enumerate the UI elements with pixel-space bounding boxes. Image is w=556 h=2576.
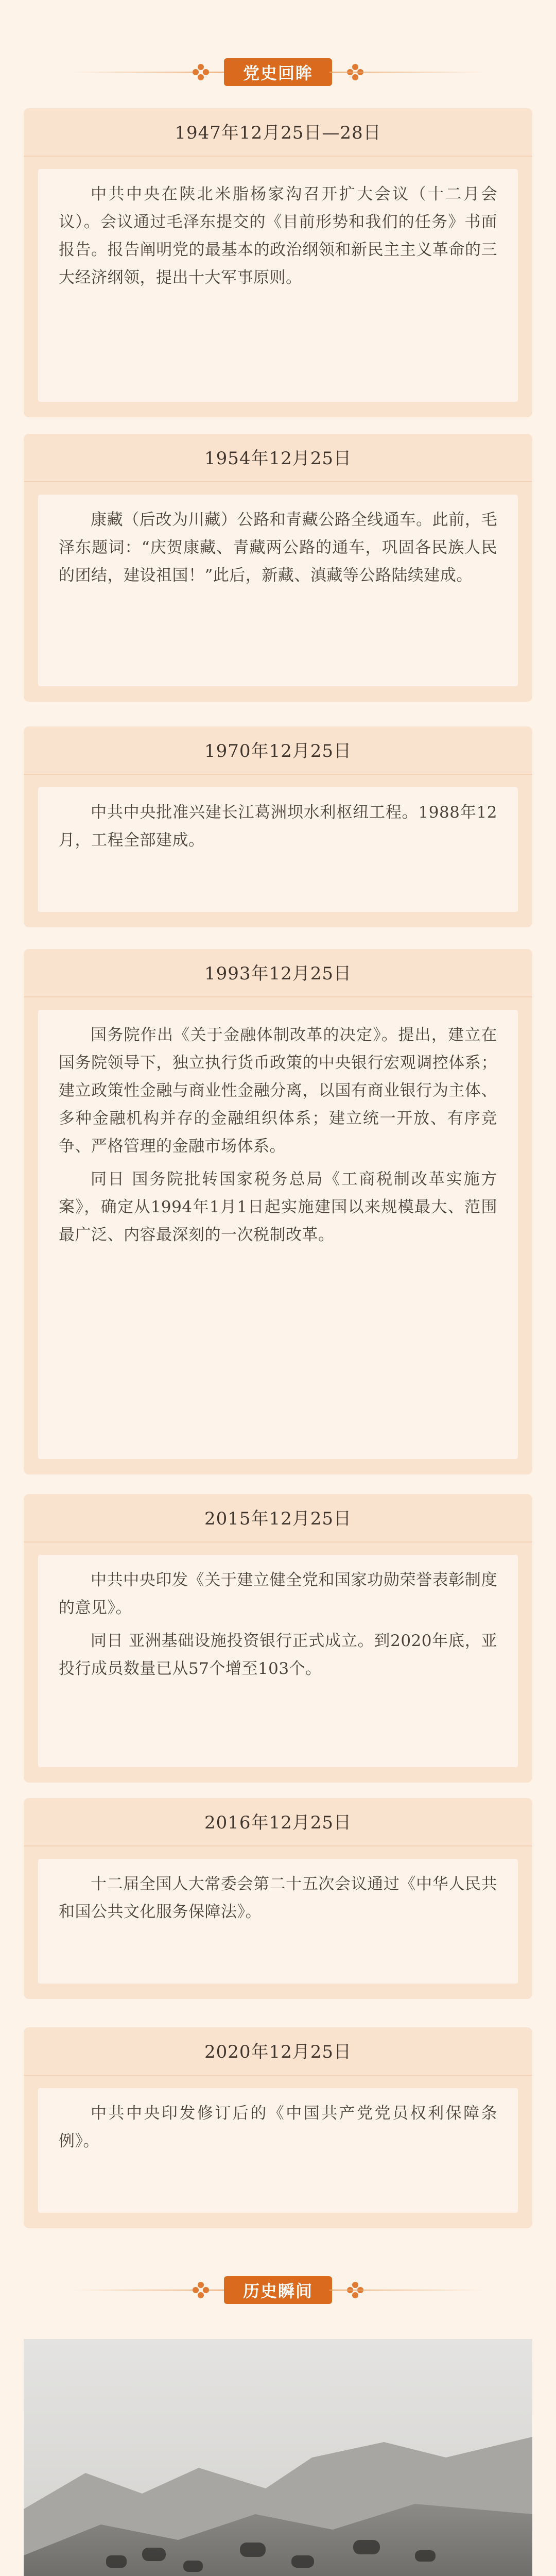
- event-card: [24, 2027, 532, 2228]
- header-rule-right: [329, 2290, 484, 2291]
- event-date: 1947年12月25日—28日: [175, 123, 381, 143]
- card-divider: [24, 1541, 532, 1543]
- event-date: 1970年12月25日: [204, 741, 352, 761]
- event-card: [24, 108, 532, 417]
- section-header-history-moment: [0, 2264, 556, 2316]
- flower-ornament-icon: [190, 2280, 211, 2300]
- event-body: [38, 787, 518, 912]
- event-date: 2016年12月25日: [204, 1812, 352, 1833]
- event-card: [24, 949, 532, 1475]
- historic-photo: [24, 2339, 532, 2576]
- event-paragraph: 同日 国务院批转国家税务总局《工商税制改革实施方案》，确定从1994年1月1日起实施建国以来规模最大、范围最广泛、内容最深刻的一次税制改革。: [59, 1170, 497, 1244]
- event-body: [38, 2088, 518, 2213]
- header-rule-right: [329, 72, 484, 73]
- section-title-history-moment: 历史瞬间: [224, 2276, 332, 2304]
- card-divider: [24, 2075, 532, 2076]
- event-paragraph: 康藏（后改为川藏）公路和青藏公路全线通车。此前，毛泽东题词：“庆贺康藏、青藏两公路的通车，巩固各民族人民的团结，建设祖国！”此后，新藏、滇藏等公路陆续建成。: [59, 511, 497, 585]
- event-paragraph: 十二届全国人大常委会第二十五次会议通过《中华人民共和国公共文化服务保障法》。: [59, 1875, 497, 1921]
- event-body: [38, 1859, 518, 1984]
- event-body: [38, 1010, 518, 1459]
- event-paragraph: 同日 亚洲基础设施投资银行正式成立。到2020年底，亚投行成员数量已从57个增至103个。: [59, 1632, 497, 1678]
- event-paragraph: 国务院作出《关于金融体制改革的决定》。提出，建立在国务院领导下，独立执行货币政策的中央银行宏观调控体系；建立政策性金融与商业性金融分离，以国有商业银行为主体、多种金融机构并存的金融组织体系；建立统一开放、有序竞争、严格管理的金融市场体系。: [59, 1026, 497, 1156]
- event-card: [24, 434, 532, 702]
- card-divider: [24, 481, 532, 482]
- event-body: [38, 1555, 518, 1767]
- card-divider: [24, 1845, 532, 1846]
- event-card: [24, 1798, 532, 1999]
- event-paragraph: 中共中央批准兴建长江葛洲坝水利枢纽工程。1988年12月，工程全部建成。: [59, 803, 497, 850]
- card-divider: [24, 996, 532, 997]
- historic-photo-landscape: [24, 2339, 532, 2576]
- event-date: 2015年12月25日: [204, 1509, 352, 1529]
- card-divider: [24, 156, 532, 157]
- event-card: [24, 1494, 532, 1783]
- section-title-history-review: 党史回眸: [224, 58, 332, 86]
- card-divider: [24, 774, 532, 775]
- event-date: 1993年12月25日: [204, 963, 352, 984]
- event-card: [24, 726, 532, 927]
- event-date: 1954年12月25日: [204, 448, 352, 469]
- section-header-history-review: [0, 46, 556, 98]
- event-body: [38, 169, 518, 402]
- event-paragraph: 中共中央印发《关于建立健全党和国家功勋荣誉表彰制度的意见》。: [59, 1571, 497, 1617]
- event-body: [38, 495, 518, 686]
- event-paragraph: 中共中央印发修订后的《中国共产党党员权利保障条例》。: [59, 2104, 497, 2150]
- flower-ornament-icon: [190, 62, 211, 82]
- event-paragraph: 中共中央在陕北米脂杨家沟召开扩大会议（十二月会议）。会议通过毛泽东提交的《目前形势和我们的任务》书面报告。报告阐明党的最基本的政治纲领和新民主主义革命的三大经济纲领，提出十大军事原则。: [59, 185, 497, 287]
- event-date: 2020年12月25日: [204, 2042, 352, 2062]
